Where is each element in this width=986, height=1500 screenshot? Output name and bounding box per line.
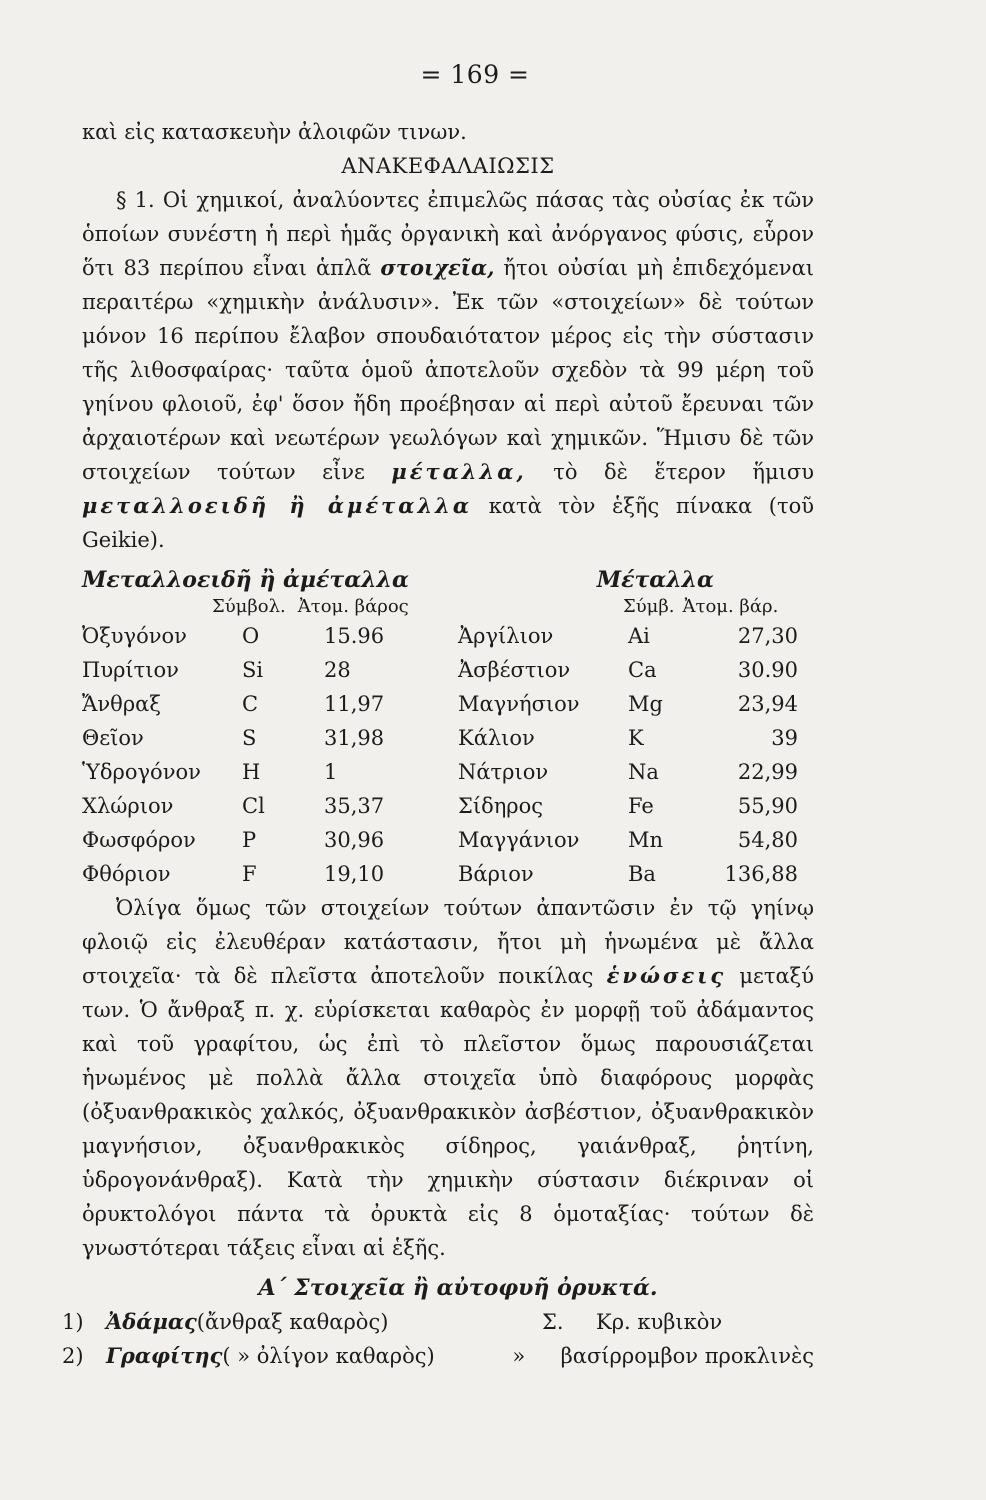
element-name: Σίδηρος (458, 794, 544, 818)
element-symbol: S (242, 726, 257, 750)
atomic-weight: 39 (771, 726, 798, 750)
element-name: Κάλιον (458, 726, 535, 750)
element-symbol: Si (242, 658, 264, 682)
atomic-weight: 31,98 (324, 726, 385, 750)
mineral-number: 2) (62, 1344, 84, 1368)
nonmetals-rows (82, 619, 438, 891)
table-row (458, 721, 814, 755)
header-weight: Ἀτομ. βάρος (297, 596, 409, 617)
atomic-weight: 35,37 (324, 794, 385, 818)
element-symbol: Mg (628, 692, 663, 716)
elements-table (82, 565, 814, 891)
element-name: Μαγνήσιον (458, 692, 580, 716)
section-title: ΑΝΑΚΕΦΑΛΑΙΩΣΙΣ (341, 154, 555, 178)
minerals-list (62, 1305, 814, 1373)
nonmetals-title: Μεταλλοειδῆ ἢ ἀμέταλλα (82, 567, 409, 593)
first-line: καὶ εἰς κατασκευὴν ἀλοιφῶν τινων. (82, 120, 467, 144)
crystal-system: βασίρρομβον προκλινὲς (560, 1344, 814, 1368)
atomic-weight: 27,30 (737, 624, 798, 648)
atomic-weight: 15.96 (324, 624, 385, 648)
paragraph2-part2: μεταξύ των. Ὁ ἄνθραξ π. χ. εὑρίσκεται καθαρὸς ἐν μορφῇ τοῦ ἀδάμαντος καὶ τοῦ γραφίτου, ὡς ἐπὶ τὸ πλεῖστον ὅμως παρουσιάζεται ἡνωμένος μὲ πολλὰ ἄλλα στοιχεῖα ὑπὸ διαφόρους μορφὰς (ὀξυανθρακικὸς χαλκός, ὀξυανθρακικὸν ἀσβέστιον, ὀξυανθρακικὸν μαγνήσιον, ὀξυανθρακικὸς σίδηρος, γαιάνθραξ, ῥητίνη, ὑδρογονάνθραξ). Κατὰ τὴν χημικὴν σύστασιν διέκριναν οἱ ὀρυκτολόγοι πάντα τὰ ὀρυκτὰ εἰς 8 ὁμοταξίας· τούτων δὲ γνωστότεραι τάξεις εἶναι αἱ ἑξῆς. (82, 964, 815, 1260)
atomic-weight: 22,99 (737, 760, 798, 784)
table-row (82, 755, 438, 789)
native-minerals-heading: Α΄ Στοιχεῖα ἢ αὐτοφυῆ ὀρυκτά. (258, 1275, 658, 1301)
element-symbol: K (628, 726, 644, 750)
element-symbol: H (242, 760, 261, 784)
mineral-main (62, 1339, 512, 1373)
table-row (458, 687, 814, 721)
metals-header (458, 595, 814, 619)
paragraph2-part1: Ὀλίγα ὅμως τῶν στοιχείων τούτων ἀπαντῶσιν ἐν τῷ γηίνῳ φλοιῷ εἰς ἐλευθέραν κατάστασιν, ἤτοι μὴ ἡνωμένα μὲ ἄλλα στοιχεῖα· τὰ δὲ πλεῖστα ἀποτελοῦν ποικίλας (82, 896, 814, 988)
element-name: Χλώριον (82, 794, 174, 818)
element-symbol: O (242, 624, 260, 648)
table-row (458, 823, 814, 857)
element-symbol: Ba (628, 862, 656, 886)
crystal-system-label: » (512, 1344, 526, 1368)
element-name: Ἀργίλιον (458, 624, 554, 648)
mineral-main (62, 1305, 542, 1339)
mineral-name: Γραφίτης (106, 1343, 223, 1368)
atomic-weight: 28 (324, 658, 351, 682)
paragraph1-part3: τὸ δὲ ἕτερον ἥμισυ (526, 460, 814, 484)
element-symbol: F (242, 862, 257, 886)
paragraph-elements (82, 183, 814, 557)
table-row (458, 789, 814, 823)
mineral-name: Ἀδάμας (106, 1309, 197, 1334)
element-name: Ὀξυγόνον (82, 624, 187, 648)
term-elements: στοιχεῖα, (380, 255, 495, 280)
table-row (458, 653, 814, 687)
element-symbol: Cl (242, 794, 265, 818)
table-columns (82, 595, 814, 891)
atomic-weight: 136,88 (724, 862, 798, 886)
table-row (458, 755, 814, 789)
element-name: Θεῖον (82, 726, 144, 750)
paragraph1-part1: § 1. Οἱ χημικοί, ἀναλύοντες ἐπιμελῶς πάσας τὰς οὐσίας ἐκ τῶν ὁποίων συνέστη ἡ περὶ ἡμᾶς ὀργανικὴ καὶ ἀνόργανος φύσις, εὗρον ὅτι 83 περίπου εἶναι ἁπλᾶ (82, 188, 814, 280)
mineral-description: (ἄνθραξ καθαρὸς) (196, 1310, 389, 1334)
paragraph1-part2: ἤτοι οὐσίαι μὴ ἐπιδεχόμεναι περαιτέρω «χημικὴν ἀνάλυσιν». Ἐκ τῶν «στοιχείων» δὲ τούτων μόνον 16 περίπου ἔλαβον σπουδαιότατον μέρος εἰς τὴν σύστασιν τῆς λιθοσφαίρας· ταῦτα ὁμοῦ ἀποτελοῦν σχεδὸν τὰ 99 μέρη τοῦ γηίνου φλοιοῦ, ἐφ' ὅσον ἤδη προέβησαν αἱ περὶ αὐτοῦ ἔρευναι τῶν ἀρχαιοτέρων καὶ νεωτέρων γεωλόγων καὶ χημικῶν. Ἥμισυ δὲ τῶν στοιχείων τούτων εἶνε (82, 256, 814, 484)
atomic-weight: 23,94 (737, 692, 798, 716)
term-compounds: ἑνώσεις (606, 963, 727, 988)
atomic-weight: 55,90 (737, 794, 798, 818)
term-nonmetals: μεταλλοειδῆ ἢ ἀμέταλλα (82, 493, 473, 518)
table-titles (82, 565, 814, 595)
atomic-weight: 30.90 (737, 658, 798, 682)
element-name: Βάριον (458, 862, 534, 886)
mineral-item (62, 1305, 814, 1339)
mineral-number: 1) (62, 1310, 84, 1334)
metals-column (458, 595, 814, 891)
header-weight: Ἀτομ. βάρ. (682, 596, 779, 617)
mineral-item (62, 1339, 814, 1373)
table-row (82, 823, 438, 857)
page-number: = 169 = (420, 60, 530, 89)
element-name: Πυρίτιον (82, 658, 179, 682)
atomic-weight: 19,10 (324, 862, 385, 886)
element-symbol: Na (628, 760, 659, 784)
metals-rows (458, 619, 814, 891)
table-row (82, 619, 438, 653)
element-name: Ὑδρογόνον (82, 760, 201, 784)
atomic-weight: 54,80 (737, 828, 798, 852)
table-row (82, 721, 438, 755)
atomic-weight: 1 (324, 760, 338, 784)
table-row (458, 857, 814, 891)
crystal-system: Κρ. κυβικὸν (596, 1310, 723, 1334)
header-symbol: Σύμβ. (623, 596, 675, 617)
element-symbol: Ca (628, 658, 657, 682)
element-symbol: C (242, 692, 259, 716)
nonmetals-header (82, 595, 438, 619)
table-row (82, 789, 438, 823)
paragraph1-part4: κατὰ τὸν ἑξῆς πίνακα (τοῦ Geikie). (82, 494, 815, 552)
header-symbol: Σύμβολ. (212, 596, 286, 617)
element-symbol: Mn (628, 828, 664, 852)
element-symbol: Ai (628, 624, 650, 648)
crystal-system-label: Σ. (542, 1310, 564, 1334)
metals-title: Μέταλλα (596, 567, 714, 593)
element-symbol: Fe (628, 794, 654, 818)
element-name: Μαγγάνιον (458, 828, 580, 852)
element-name: Ἀσβέστιον (458, 658, 571, 682)
atomic-weight: 11,97 (324, 692, 385, 716)
table-row (458, 619, 814, 653)
table-row (82, 857, 438, 891)
atomic-weight: 30,96 (324, 828, 385, 852)
term-metals: μέταλλα, (391, 459, 527, 484)
element-name: Φθόριον (82, 862, 171, 886)
element-name: Νάτριον (458, 760, 549, 784)
element-name: Φωσφόρον (82, 828, 196, 852)
mineral-description: ( » ὀλίγον καθαρὸς) (222, 1344, 435, 1368)
table-row (82, 687, 438, 721)
table-row (82, 653, 438, 687)
element-symbol: P (242, 828, 257, 852)
paragraph-compounds (82, 891, 814, 1265)
element-name: Ἄνθραξ (82, 692, 161, 716)
nonmetals-column (82, 595, 438, 891)
document-page (62, 60, 815, 1380)
